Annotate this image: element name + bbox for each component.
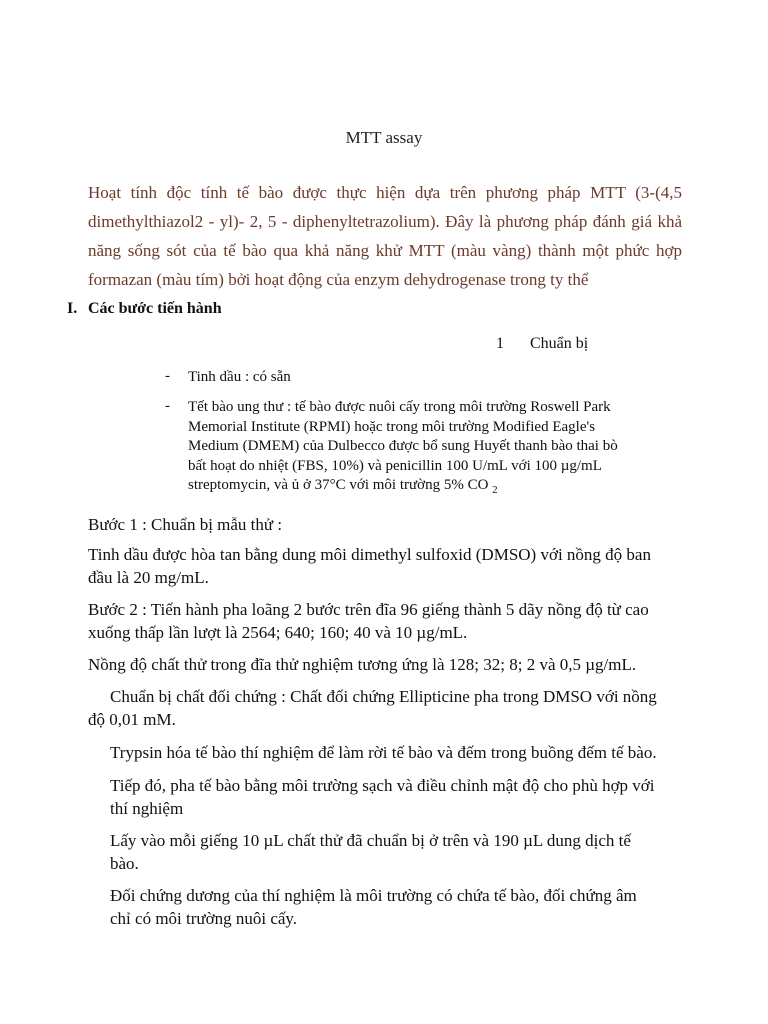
paragraph [88, 543, 651, 589]
paragraph-line: bào. [110, 854, 139, 873]
bullet-line: Medium (DMEM) của Dulbecco được bổ sung Huyết thanh bào thai bò [188, 438, 618, 454]
intro-line: Hoạt tính độc tính tế bào được thực hiện dựa trên phương pháp MTT (3-(4,5 [88, 183, 682, 202]
paragraph-line: Tinh dầu được hòa tan bằng dung môi dimethyl sulfoxid (DMSO) với nồng độ ban [88, 545, 651, 564]
paragraph-line: thí nghiệm [110, 799, 184, 818]
paragraph-line: đầu là 20 mg/mL. [88, 568, 209, 587]
intro-line: năng sống sót của tế bào qua khả năng khử MTT (màu vàng) thành một phức hợp [88, 241, 682, 260]
document-title: MTT assay [345, 128, 423, 147]
subsection-number: 1 [496, 335, 504, 352]
bullet-line: Memorial Institute (RPMI) hoặc trong môi trường Modified Eagle's [188, 418, 596, 435]
paragraph-line: Tiếp đó, pha tế bào bằng môi trường sạch và điều chỉnh mật độ cho phù hợp với [110, 776, 655, 795]
intro-line: dimethylthiazol2 - yl)- 2, 5 - diphenyltetrazolium). Đây là phương pháp đánh giá khả [88, 212, 682, 231]
paragraph [110, 829, 631, 875]
paragraph-line: chỉ có môi trường nuôi cấy. [110, 909, 298, 928]
paragraph: Nồng độ chất thử trong đĩa thử nghiệm tương ứng là 128; 32; 8; 2 và 0,5 µg/mL. [88, 655, 637, 674]
bullet-line [188, 476, 688, 501]
bullet-line: bất hoạt do nhiệt (FBS, 10%) và penicillin 100 U/mL với 100 µg/mL [188, 457, 602, 474]
paragraph [110, 884, 637, 930]
paragraph: Trypsin hóa tế bào thí nghiệm để làm rời tế bào và đếm trong buồng đếm tế bào. [110, 743, 657, 762]
bullet-line: Tết bào ung thư : tế bào được nuôi cấy trong môi trường Roswell Park [188, 399, 611, 415]
paragraph-line: xuống thấp lần lượt là 2564; 640; 160; 40 và 10 µg/mL. [88, 623, 468, 642]
paragraph-line: Bước 2 : Tiến hành pha loãng 2 bước trên đĩa 96 giếng thành 5 dãy nồng độ từ cao [88, 600, 649, 619]
bullet-dash: - [165, 368, 170, 384]
subsection-heading: Chuẩn bị [530, 335, 589, 352]
step-1-heading: Bước 1 : Chuẩn bị mẫu thử : [88, 515, 283, 534]
paragraph-line: Đối chứng dương của thí nghiệm là môi trường có chứa tế bào, đối chứng âm [110, 886, 637, 905]
paragraph-line: Lấy vào mỗi giếng 10 µL chất thử đã chuẩn bị ở trên và 190 µL dung dịch tế [110, 831, 631, 850]
bullet-text: Tinh dầu : có sẵn [188, 369, 291, 385]
subscript: 2 [492, 484, 498, 496]
bullet-dash: - [165, 398, 170, 414]
paragraph-line: độ 0,01 mM. [88, 710, 176, 729]
bullet-line-text: streptomycin, và ủ ở 37°C với môi trường 5% CO [188, 477, 489, 493]
intro-paragraph [88, 178, 682, 294]
paragraph [88, 685, 657, 731]
intro-line: formazan (màu tím) bởi hoạt động của enzym dehydrogenase trong ty thể [88, 270, 589, 289]
section-number: I. [67, 300, 78, 317]
step-2-paragraph [88, 598, 649, 644]
paragraph-line: Chuẩn bị chất đối chứng : Chất đối chứng Ellipticine pha trong DMSO với nồng [110, 687, 657, 706]
section-heading: Các bước tiến hành [88, 300, 222, 317]
bullet-text-block [188, 398, 688, 501]
paragraph [110, 774, 655, 820]
